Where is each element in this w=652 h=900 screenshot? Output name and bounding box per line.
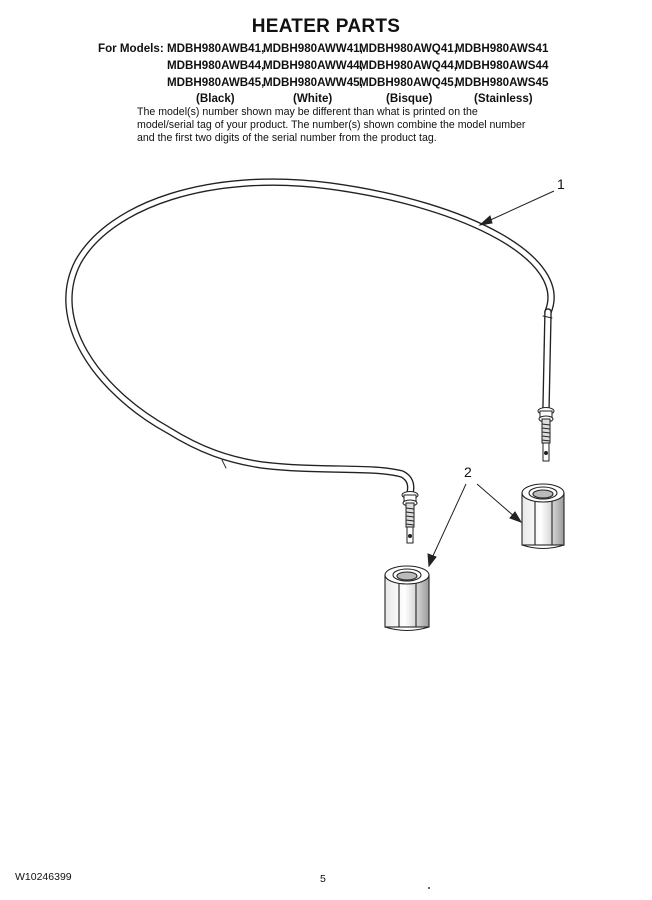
page-number: 5 (320, 873, 326, 885)
model-number: MDBH980AWQ45, (359, 76, 457, 89)
terminal-left (402, 492, 418, 544)
model-number: MDBH980AWW41, (263, 42, 363, 55)
callout-1: 1 (557, 176, 565, 192)
color-white: (White) (293, 92, 333, 105)
callout-2: 2 (464, 464, 472, 480)
heater-nut-right (522, 484, 564, 549)
model-number: MDBH980AWS45 (455, 76, 549, 89)
model-number: MDBH980AWQ41, (359, 42, 457, 55)
model-number: MDBH980AWS44 (455, 59, 549, 72)
model-number: MDBH980AWB45, (167, 76, 265, 89)
model-note: The model(s) number shown may be different than what is printed on the model/serial tag of your product. The number(s) shown combine the model number and the first two digits of the serial number from the product tag. (137, 106, 526, 144)
heater-element (69, 182, 552, 493)
model-number: MDBH980AWB44, (167, 59, 265, 72)
color-black: (Black) (196, 92, 235, 105)
model-number: MDBH980AWW44, (263, 59, 363, 72)
color-bisque: (Bisque) (386, 92, 433, 105)
model-number: MDBH980AWW45, (263, 76, 363, 89)
page-title: HEATER PARTS (251, 16, 401, 37)
models-label: For Models: (98, 42, 164, 55)
terminal-right (538, 408, 554, 462)
model-number: MDBH980AWQ44, (359, 59, 457, 72)
footer-mark (428, 887, 430, 889)
document-number: W10246399 (15, 871, 72, 883)
model-number: MDBH980AWB41, (167, 42, 265, 55)
color-stainless: (Stainless) (474, 92, 533, 105)
model-number: MDBH980AWS41 (455, 42, 549, 55)
heater-nut-left (385, 566, 429, 631)
